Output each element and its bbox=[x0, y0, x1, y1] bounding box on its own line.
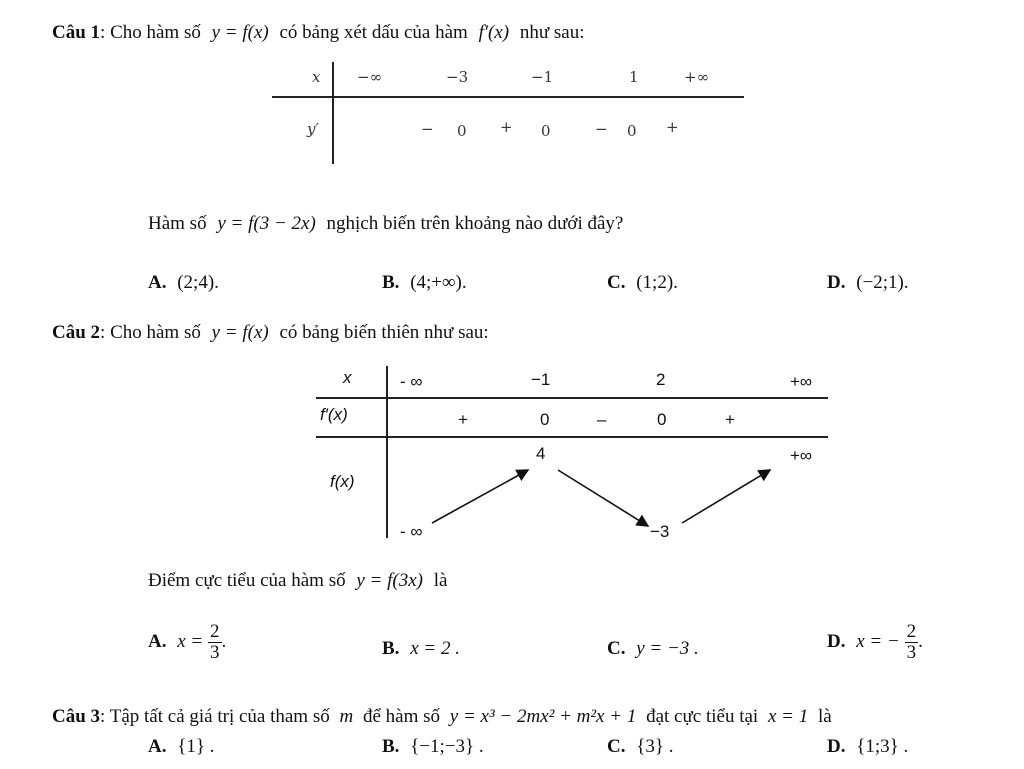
q3-point: x = 1 bbox=[767, 706, 809, 727]
fraction-numerator: 2 bbox=[210, 621, 220, 642]
option-text: (1;2). bbox=[636, 272, 678, 293]
q2-sign: + bbox=[725, 410, 735, 429]
q2-f-value: - ∞ bbox=[400, 522, 423, 541]
q2-x-label: x bbox=[343, 368, 352, 387]
option-text: {1} . bbox=[177, 736, 215, 757]
option-text: (4;+∞). bbox=[410, 272, 467, 293]
q1-sign: 0 bbox=[627, 122, 637, 140]
option-letter: B. bbox=[382, 272, 400, 293]
option-letter: A. bbox=[148, 272, 167, 293]
q2-sign: 0 bbox=[657, 410, 667, 429]
q3-option-c[interactable] bbox=[607, 736, 673, 758]
option-fraction bbox=[208, 622, 222, 663]
q2-question-post: là bbox=[433, 570, 448, 591]
q3-mid: để hàm số bbox=[362, 706, 441, 727]
q2-fp-label: f′(x) bbox=[320, 405, 348, 424]
q2-option-a[interactable] bbox=[148, 622, 226, 663]
q2-question bbox=[148, 570, 447, 592]
q2-f-value: +∞ bbox=[790, 446, 813, 465]
q2-intro: : Cho hàm số bbox=[100, 322, 201, 343]
q3-param: m bbox=[339, 706, 354, 727]
q2-sign: + bbox=[458, 410, 468, 429]
option-tail: . bbox=[221, 630, 227, 652]
q1-y-label: y′ bbox=[307, 120, 319, 138]
q1-x-value: 1 bbox=[629, 68, 639, 86]
increasing-arrow bbox=[432, 470, 528, 523]
q2-f-value: 4 bbox=[536, 444, 546, 463]
option-fraction bbox=[905, 622, 919, 663]
option-letter: D. bbox=[827, 272, 846, 293]
fraction-denominator: 3 bbox=[906, 641, 917, 663]
option-letter: D. bbox=[827, 630, 846, 652]
fraction-numerator: 2 bbox=[906, 621, 917, 642]
q1-sign: 0 bbox=[457, 122, 467, 140]
q1-intro: : Cho hàm số bbox=[100, 22, 201, 43]
q2-x-value: 2 bbox=[656, 370, 666, 389]
option-letter: A. bbox=[148, 630, 167, 652]
q3-option-b[interactable] bbox=[382, 736, 484, 758]
q1-x-value: −∞ bbox=[357, 68, 383, 86]
q3-label: Câu 3 bbox=[52, 706, 101, 727]
option-lhs: x = bbox=[177, 630, 204, 652]
q1-sign: − bbox=[595, 120, 608, 138]
option-text: x = 2 . bbox=[410, 638, 460, 659]
option-tail: . bbox=[918, 630, 923, 652]
q2-sign: 0 bbox=[540, 410, 550, 429]
q3-option-d[interactable] bbox=[827, 736, 908, 758]
option-text: (−2;1). bbox=[856, 272, 909, 293]
option-text: (2;4). bbox=[177, 272, 219, 293]
q2-x-value: - ∞ bbox=[400, 372, 423, 391]
q2-x-value: +∞ bbox=[790, 372, 813, 391]
option-lhs: x = − bbox=[856, 630, 900, 652]
q2-f-label: f(x) bbox=[330, 472, 355, 491]
q1-x-label: x bbox=[312, 68, 321, 86]
q1-question-pre: Hàm số bbox=[148, 213, 207, 234]
option-text: {−1;−3} . bbox=[410, 736, 484, 757]
option-letter: C. bbox=[607, 272, 626, 293]
q2-func: y = f(x) bbox=[211, 322, 269, 343]
q2-option-c[interactable] bbox=[607, 638, 699, 660]
q3-stem bbox=[52, 706, 832, 728]
q2-question-func: y = f(3x) bbox=[356, 570, 423, 591]
q2-question-pre: Điểm cực tiểu của hàm số bbox=[148, 570, 346, 591]
q3-end: là bbox=[817, 706, 832, 727]
q3-post: đạt cực tiểu tại bbox=[646, 706, 759, 727]
q1-x-value: −1 bbox=[531, 68, 554, 86]
q2-f-value: −3 bbox=[650, 522, 670, 541]
q2-option-d[interactable] bbox=[827, 622, 923, 663]
q3-intro: : Tập tất cả giá trị của tham số bbox=[100, 706, 330, 727]
q1-func: y = f(x) bbox=[211, 22, 269, 43]
q2-end: có bảng biến thiên như sau: bbox=[279, 322, 489, 343]
q1-question-post: nghịch biến trên khoảng nào dưới đây? bbox=[326, 213, 624, 234]
q2-x-value: −1 bbox=[531, 370, 551, 389]
q1-x-value: +∞ bbox=[684, 68, 710, 86]
fraction-denominator: 3 bbox=[210, 641, 220, 663]
decreasing-arrow bbox=[558, 470, 648, 526]
q1-mid: có bảng xét dấu của hàm bbox=[279, 22, 468, 43]
q2-option-b[interactable] bbox=[382, 638, 460, 660]
q2-sign: – bbox=[597, 410, 607, 429]
option-text: {1;3} . bbox=[856, 736, 909, 757]
option-letter: A. bbox=[148, 736, 167, 757]
q1-deriv: f′(x) bbox=[478, 22, 510, 43]
q1-x-value: −3 bbox=[446, 68, 469, 86]
q2-label: Câu 2 bbox=[52, 322, 101, 343]
option-letter: D. bbox=[827, 736, 846, 757]
q1-sign: − bbox=[421, 120, 434, 138]
option-text: y = −3 . bbox=[636, 638, 699, 659]
q1-label: Câu 1 bbox=[52, 22, 101, 43]
option-letter: B. bbox=[382, 736, 400, 757]
q1-sign: 0 bbox=[541, 122, 551, 140]
q3-func: y = x³ − 2mx² + m²x + 1 bbox=[449, 706, 637, 727]
option-letter: C. bbox=[607, 638, 626, 659]
q1-end: như sau: bbox=[519, 22, 585, 43]
increasing-arrow bbox=[682, 470, 770, 523]
option-letter: C. bbox=[607, 736, 626, 757]
option-letter: B. bbox=[382, 638, 400, 659]
q1-question-func: y = f(3 − 2x) bbox=[217, 213, 316, 234]
q1-sign: + bbox=[666, 118, 679, 136]
option-text: {3} . bbox=[636, 736, 674, 757]
q1-sign: + bbox=[500, 118, 513, 136]
q3-option-a[interactable] bbox=[148, 736, 214, 758]
